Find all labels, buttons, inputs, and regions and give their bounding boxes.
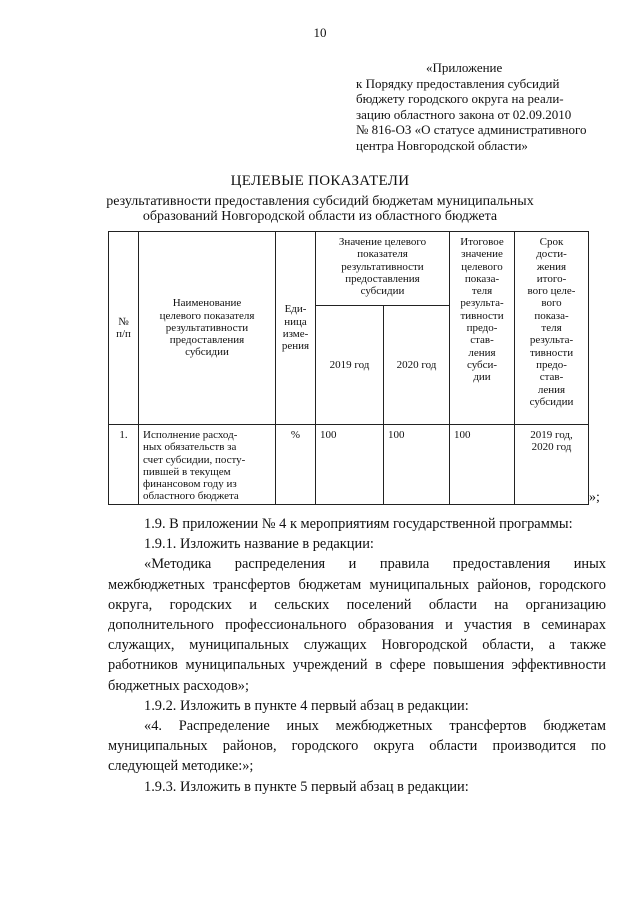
header-value-group: Значение целевого показателя результативности предоставления субсидии — [316, 232, 450, 306]
row-value-2020: 100 — [384, 425, 450, 505]
table-closing-quote: »; — [589, 490, 600, 505]
header-num: № п/п — [109, 232, 139, 425]
header-year-2020: 2020 год — [384, 306, 450, 425]
page-number: 10 — [313, 25, 327, 40]
header-deadline: Срок дости- жения итого- вого целе- вого показа- теля результа- тивности предо- став- ления субсидии — [515, 232, 589, 425]
paragraph-1-9-3: 1.9.3. Изложить в пункте 5 первый абзац в редакции: — [144, 778, 469, 795]
appendix-note — [356, 60, 616, 153]
table-header-row — [109, 232, 589, 306]
paragraph-1-9-1: 1.9.1. Изложить название в редакции: — [144, 536, 374, 553]
paragraph-point-4: «4. Распределение иных межбюджетных трансфертов бюджетам муниципальных районов, городского округа области производится по следующей методике:»; — [108, 718, 606, 775]
header-name: Наименование целевого показателя результативности предоставления субсидии — [139, 232, 276, 425]
table-row — [109, 425, 589, 505]
body-text — [108, 514, 606, 797]
header-year-2019: 2019 год — [316, 306, 384, 425]
appendix-title: «Приложение — [426, 60, 503, 75]
paragraph-1-9: 1.9. В приложении № 4 к мероприятиям государственной программы: — [144, 516, 573, 532]
indicators-table — [108, 231, 589, 505]
header-final-value: Итоговое значение целевого показа- теля результа- тивности предо- став- ления субси- дии — [450, 232, 515, 425]
paragraph-1-9-2: 1.9.2. Изложить в пункте 4 первый абзац в редакции: — [144, 697, 469, 714]
row-name: Исполнение расход- ных обязательств за счет субсидии, посту- пившей в текущем финансовом году из областного бюджета — [139, 425, 276, 505]
row-deadline: 2019 год, 2020 год — [515, 425, 589, 505]
row-final-value: 100 — [450, 425, 515, 505]
document-subheading: результативности предоставления субсидий бюджетам муниципальных образований Новгородской области из областного бюджета — [106, 194, 534, 224]
row-value-2019: 100 — [316, 425, 384, 505]
paragraph-methodology-title: «Методика распределения и правила предоставления иных межбюджетных трансфертов бюджетам муниципальных районов, городского округа, городских и сельских поселений области на организацию дополнительного профессионального образования и участия в семинарах служащих, муниципальных служащих Новгородской области, а также работников муниципальных учреждений в сфере повышения эффективности бюджетных расходов»; — [108, 556, 606, 694]
appendix-text: к Порядку предоставления субсидий бюджету городского округа на реали- зацию областного закона от 02.09.2010 № 816-ОЗ «О статусе административного центра Новгородской области» — [356, 75, 587, 153]
row-num: 1. — [109, 425, 139, 505]
header-unit: Еди- ница изме- рения — [276, 232, 316, 425]
document-heading: ЦЕЛЕВЫЕ ПОКАЗАТЕЛИ — [230, 173, 410, 189]
row-unit: % — [276, 425, 316, 505]
